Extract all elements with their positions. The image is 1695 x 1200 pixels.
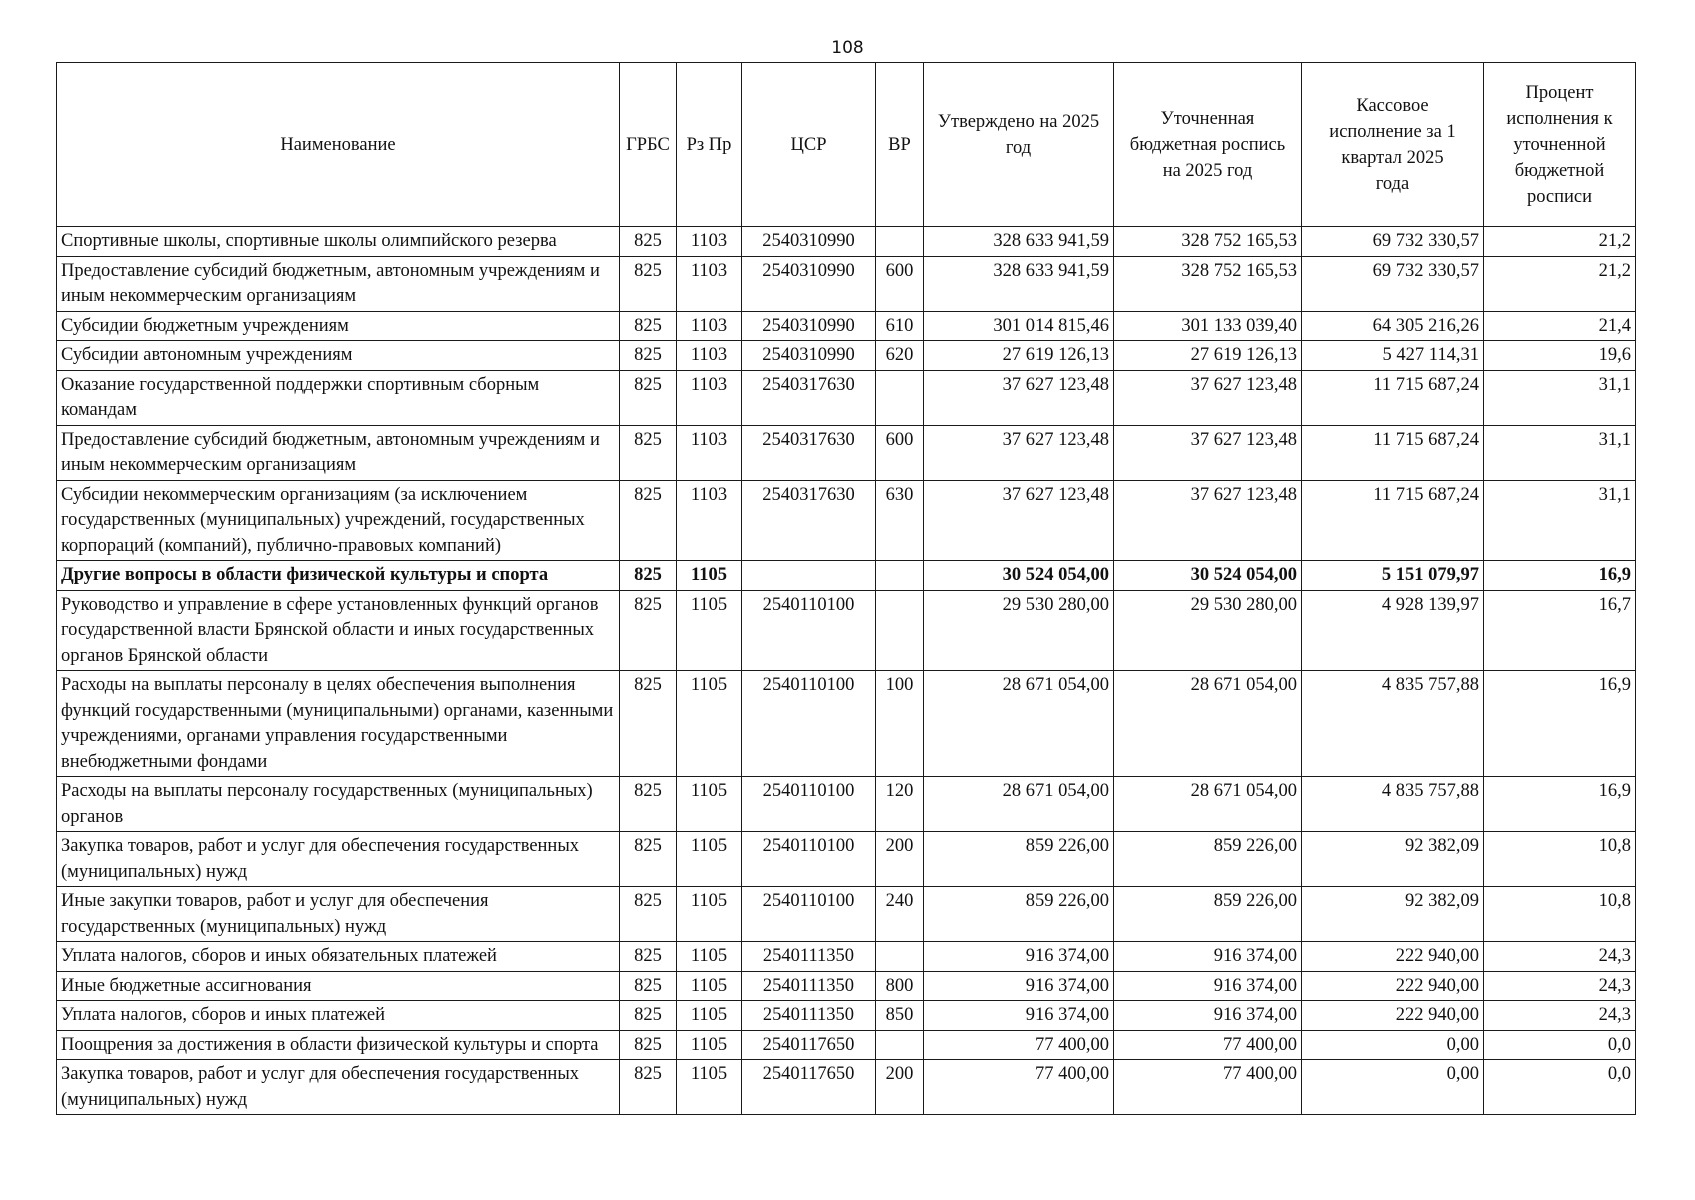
table-row (57, 1060, 1636, 1115)
cell-grbs: 825 (620, 1060, 677, 1115)
cell-refined: 28 671 054,00 (1114, 671, 1302, 777)
cell-vr: 600 (876, 425, 924, 480)
cell-refined: 859 226,00 (1114, 832, 1302, 887)
cell-rzpr: 1103 (677, 425, 742, 480)
cell-percent: 0,0 (1484, 1060, 1636, 1115)
cell-csr: 2540110100 (742, 671, 876, 777)
cell-csr: 2540310990 (742, 341, 876, 371)
header-row (57, 63, 1636, 227)
cell-approved: 77 400,00 (924, 1030, 1114, 1060)
cell-refined: 77 400,00 (1114, 1030, 1302, 1060)
cell-rzpr: 1105 (677, 561, 742, 591)
cell-percent: 16,9 (1484, 561, 1636, 591)
cell-refined: 328 752 165,53 (1114, 256, 1302, 311)
cell-grbs: 825 (620, 480, 677, 561)
cell-grbs: 825 (620, 227, 677, 257)
cell-csr: 2540110100 (742, 832, 876, 887)
cell-refined: 37 627 123,48 (1114, 480, 1302, 561)
cell-approved: 37 627 123,48 (924, 370, 1114, 425)
cell-vr: 630 (876, 480, 924, 561)
cell-rzpr: 1103 (677, 480, 742, 561)
page-number: 108 (831, 38, 864, 58)
cell-grbs: 825 (620, 425, 677, 480)
table-row (57, 832, 1636, 887)
cell-cash: 11 715 687,24 (1302, 370, 1484, 425)
cell-approved: 859 226,00 (924, 832, 1114, 887)
table-row (57, 971, 1636, 1001)
table-row (57, 256, 1636, 311)
cell-grbs: 825 (620, 942, 677, 972)
cell-refined: 77 400,00 (1114, 1060, 1302, 1115)
cell-rzpr: 1103 (677, 227, 742, 257)
cell-csr: 2540310990 (742, 311, 876, 341)
cell-refined: 30 524 054,00 (1114, 561, 1302, 591)
cell-csr (742, 561, 876, 591)
table-row (57, 227, 1636, 257)
cell-vr: 600 (876, 256, 924, 311)
cell-approved: 37 627 123,48 (924, 425, 1114, 480)
cell-cash: 5 151 079,97 (1302, 561, 1484, 591)
cell-refined: 916 374,00 (1114, 971, 1302, 1001)
cell-cash: 222 940,00 (1302, 971, 1484, 1001)
cell-vr: 200 (876, 1060, 924, 1115)
cell-name: Иные закупки товаров, работ и услуг для обеспечения государственных (муниципальных) нужд (57, 887, 620, 942)
cell-percent: 24,3 (1484, 1001, 1636, 1031)
cell-name: Поощрения за достижения в области физической культуры и спорта (57, 1030, 620, 1060)
cell-csr: 2540110100 (742, 887, 876, 942)
cell-vr: 240 (876, 887, 924, 942)
cell-percent: 10,8 (1484, 832, 1636, 887)
cell-grbs: 825 (620, 671, 677, 777)
cell-grbs: 825 (620, 1001, 677, 1031)
cell-name: Расходы на выплаты персоналу в целях обеспечения выполнения функций государственными (муниципальными) органами, казенными учреждениями, органами управления государственными внебюджетными фондами (57, 671, 620, 777)
cell-vr (876, 1030, 924, 1060)
cell-cash: 5 427 114,31 (1302, 341, 1484, 371)
cell-csr: 2540110100 (742, 590, 876, 671)
cell-csr: 2540317630 (742, 370, 876, 425)
cell-grbs: 825 (620, 370, 677, 425)
cell-rzpr: 1105 (677, 1060, 742, 1115)
cell-vr (876, 590, 924, 671)
table-row (57, 480, 1636, 561)
cell-percent: 10,8 (1484, 887, 1636, 942)
cell-refined: 859 226,00 (1114, 887, 1302, 942)
cell-approved: 916 374,00 (924, 1001, 1114, 1031)
table-row (57, 887, 1636, 942)
cell-refined: 916 374,00 (1114, 942, 1302, 972)
header-percent: Процент исполнения к уточненной бюджетной росписи (1484, 63, 1636, 227)
cell-cash: 222 940,00 (1302, 1001, 1484, 1031)
cell-cash: 4 835 757,88 (1302, 671, 1484, 777)
cell-name: Оказание государственной поддержки спортивным сборным командам (57, 370, 620, 425)
cell-cash: 69 732 330,57 (1302, 227, 1484, 257)
cell-approved: 77 400,00 (924, 1060, 1114, 1115)
cell-cash: 11 715 687,24 (1302, 425, 1484, 480)
cell-percent: 0,0 (1484, 1030, 1636, 1060)
header-rzpr: Рз Пр (677, 63, 742, 227)
cell-cash: 0,00 (1302, 1060, 1484, 1115)
cell-cash: 92 382,09 (1302, 832, 1484, 887)
cell-grbs: 825 (620, 256, 677, 311)
cell-name: Закупка товаров, работ и услуг для обеспечения государственных (муниципальных) нужд (57, 1060, 620, 1115)
cell-percent: 31,1 (1484, 370, 1636, 425)
cell-cash: 11 715 687,24 (1302, 480, 1484, 561)
cell-grbs: 825 (620, 311, 677, 341)
cell-csr: 2540317630 (742, 425, 876, 480)
cell-rzpr: 1105 (677, 1030, 742, 1060)
cell-rzpr: 1105 (677, 671, 742, 777)
cell-refined: 301 133 039,40 (1114, 311, 1302, 341)
cell-name: Уплата налогов, сборов и иных обязательных платежей (57, 942, 620, 972)
cell-grbs: 825 (620, 887, 677, 942)
header-grbs: ГРБС (620, 63, 677, 227)
cell-refined: 37 627 123,48 (1114, 370, 1302, 425)
cell-rzpr: 1105 (677, 971, 742, 1001)
cell-name: Спортивные школы, спортивные школы олимпийского резерва (57, 227, 620, 257)
cell-refined: 27 619 126,13 (1114, 341, 1302, 371)
table-row (57, 311, 1636, 341)
cell-grbs: 825 (620, 341, 677, 371)
cell-approved: 328 633 941,59 (924, 227, 1114, 257)
cell-vr: 200 (876, 832, 924, 887)
cell-csr: 2540117650 (742, 1030, 876, 1060)
budget-table (56, 62, 1636, 1115)
table-row (57, 777, 1636, 832)
cell-cash: 64 305 216,26 (1302, 311, 1484, 341)
cell-refined: 328 752 165,53 (1114, 227, 1302, 257)
cell-rzpr: 1105 (677, 590, 742, 671)
header-refined: Уточненная бюджетная роспись на 2025 год (1114, 63, 1302, 227)
header-cash: Кассовое исполнение за 1 квартал 2025 года (1302, 63, 1484, 227)
cell-csr: 2540117650 (742, 1060, 876, 1115)
cell-vr (876, 942, 924, 972)
cell-name: Предоставление субсидий бюджетным, автономным учреждениям и иным некоммерческим организациям (57, 256, 620, 311)
cell-rzpr: 1103 (677, 370, 742, 425)
table-body (57, 227, 1636, 1115)
cell-name: Иные бюджетные ассигнования (57, 971, 620, 1001)
cell-percent: 24,3 (1484, 971, 1636, 1001)
cell-percent: 21,4 (1484, 311, 1636, 341)
cell-vr (876, 561, 924, 591)
cell-grbs: 825 (620, 561, 677, 591)
cell-vr: 120 (876, 777, 924, 832)
cell-percent: 31,1 (1484, 425, 1636, 480)
cell-vr (876, 227, 924, 257)
cell-grbs: 825 (620, 971, 677, 1001)
table-row (57, 590, 1636, 671)
table-row (57, 671, 1636, 777)
cell-vr: 100 (876, 671, 924, 777)
cell-approved: 27 619 126,13 (924, 341, 1114, 371)
cell-refined: 37 627 123,48 (1114, 425, 1302, 480)
cell-grbs: 825 (620, 777, 677, 832)
cell-vr (876, 370, 924, 425)
cell-approved: 30 524 054,00 (924, 561, 1114, 591)
cell-grbs: 825 (620, 1030, 677, 1060)
cell-cash: 4 928 139,97 (1302, 590, 1484, 671)
cell-name: Руководство и управление в сфере установленных функций органов государственной власти Брянской области и иных государственных органов Брянской области (57, 590, 620, 671)
cell-percent: 16,7 (1484, 590, 1636, 671)
table-row (57, 425, 1636, 480)
cell-percent: 21,2 (1484, 256, 1636, 311)
cell-name: Уплата налогов, сборов и иных платежей (57, 1001, 620, 1031)
cell-csr: 2540317630 (742, 480, 876, 561)
cell-rzpr: 1103 (677, 311, 742, 341)
cell-rzpr: 1105 (677, 942, 742, 972)
cell-cash: 0,00 (1302, 1030, 1484, 1060)
cell-refined: 916 374,00 (1114, 1001, 1302, 1031)
cell-rzpr: 1103 (677, 256, 742, 311)
cell-cash: 92 382,09 (1302, 887, 1484, 942)
header-csr: ЦСР (742, 63, 876, 227)
cell-vr: 800 (876, 971, 924, 1001)
cell-csr: 2540110100 (742, 777, 876, 832)
cell-approved: 28 671 054,00 (924, 777, 1114, 832)
header-approved: Утверждено на 2025 год (924, 63, 1114, 227)
cell-cash: 4 835 757,88 (1302, 777, 1484, 832)
cell-name: Другие вопросы в области физической культуры и спорта (57, 561, 620, 591)
cell-grbs: 825 (620, 832, 677, 887)
cell-cash: 69 732 330,57 (1302, 256, 1484, 311)
table-row (57, 341, 1636, 371)
header-vr: ВР (876, 63, 924, 227)
cell-vr: 850 (876, 1001, 924, 1031)
cell-approved: 916 374,00 (924, 971, 1114, 1001)
cell-name: Расходы на выплаты персоналу государственных (муниципальных) органов (57, 777, 620, 832)
table-row (57, 561, 1636, 591)
cell-name: Предоставление субсидий бюджетным, автономным учреждениям и иным некоммерческим организациям (57, 425, 620, 480)
table-row (57, 942, 1636, 972)
cell-approved: 328 633 941,59 (924, 256, 1114, 311)
cell-rzpr: 1103 (677, 341, 742, 371)
cell-grbs: 825 (620, 590, 677, 671)
cell-name: Субсидии некоммерческим организациям (за исключением государственных (муниципальных) учреждений, государственных корпораций (компаний), публично-правовых компаний) (57, 480, 620, 561)
cell-refined: 28 671 054,00 (1114, 777, 1302, 832)
cell-percent: 21,2 (1484, 227, 1636, 257)
cell-csr: 2540111350 (742, 971, 876, 1001)
cell-name: Субсидии автономным учреждениям (57, 341, 620, 371)
cell-approved: 37 627 123,48 (924, 480, 1114, 561)
cell-percent: 24,3 (1484, 942, 1636, 972)
cell-percent: 16,9 (1484, 777, 1636, 832)
cell-percent: 19,6 (1484, 341, 1636, 371)
cell-percent: 31,1 (1484, 480, 1636, 561)
cell-approved: 916 374,00 (924, 942, 1114, 972)
table-row (57, 1001, 1636, 1031)
cell-name: Субсидии бюджетным учреждениям (57, 311, 620, 341)
table-row (57, 370, 1636, 425)
cell-csr: 2540111350 (742, 1001, 876, 1031)
cell-csr: 2540111350 (742, 942, 876, 972)
cell-csr: 2540310990 (742, 227, 876, 257)
cell-approved: 859 226,00 (924, 887, 1114, 942)
cell-rzpr: 1105 (677, 887, 742, 942)
cell-rzpr: 1105 (677, 1001, 742, 1031)
cell-rzpr: 1105 (677, 832, 742, 887)
cell-vr: 620 (876, 341, 924, 371)
cell-rzpr: 1105 (677, 777, 742, 832)
cell-approved: 29 530 280,00 (924, 590, 1114, 671)
table-row (57, 1030, 1636, 1060)
header-name: Наименование (57, 63, 620, 227)
cell-name: Закупка товаров, работ и услуг для обеспечения государственных (муниципальных) нужд (57, 832, 620, 887)
cell-vr: 610 (876, 311, 924, 341)
cell-approved: 301 014 815,46 (924, 311, 1114, 341)
cell-cash: 222 940,00 (1302, 942, 1484, 972)
cell-csr: 2540310990 (742, 256, 876, 311)
cell-percent: 16,9 (1484, 671, 1636, 777)
cell-approved: 28 671 054,00 (924, 671, 1114, 777)
cell-refined: 29 530 280,00 (1114, 590, 1302, 671)
